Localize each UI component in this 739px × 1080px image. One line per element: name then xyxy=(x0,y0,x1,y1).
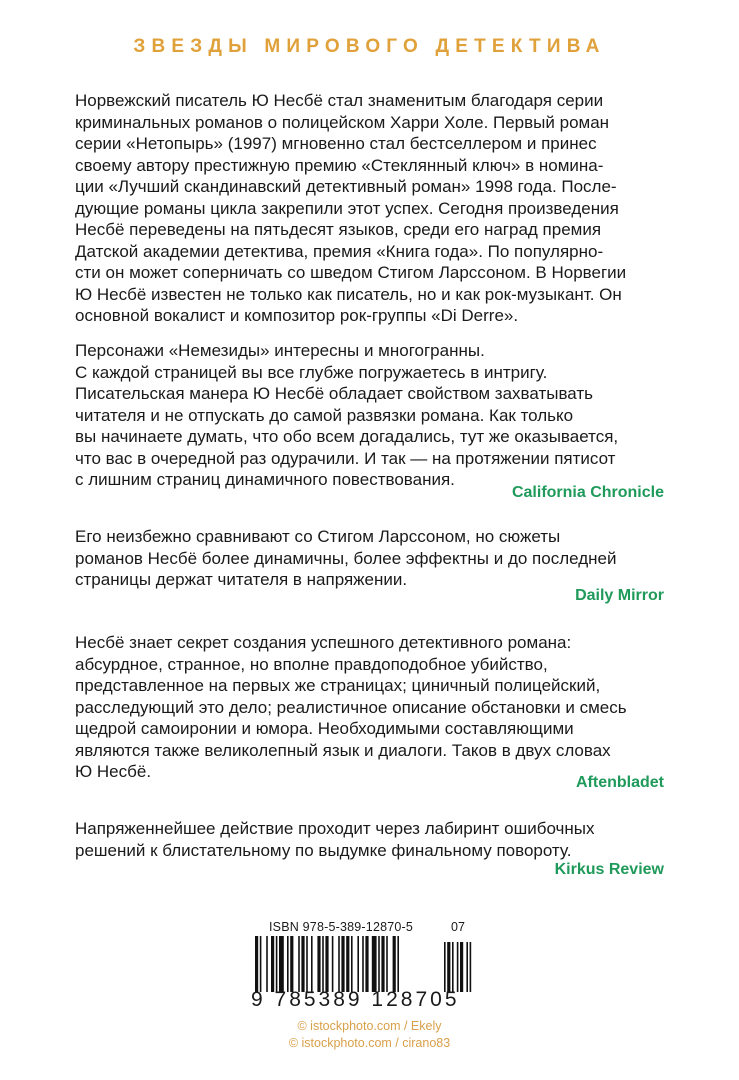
review-source: Daily Mirror xyxy=(575,587,664,604)
text-line: Несбё знает секрет создания успешного детективного романа: xyxy=(75,633,572,652)
review-kirkus xyxy=(75,818,665,861)
barcode-bar xyxy=(338,936,340,992)
barcode-bar xyxy=(260,936,262,992)
text-line: Персонажи «Немезиды» интересны и многогранны. xyxy=(75,341,485,360)
text-line: Ю Несбё известен не только как писатель, но и как рок-музыкант. Он xyxy=(75,284,622,304)
text-line: Его неизбежно сравнивают со Стигом Ларссоном, но сюжеты xyxy=(75,527,561,546)
text-line: читателя и не отпускать до самой развязки романа. Как только xyxy=(75,405,574,425)
barcode-bar xyxy=(266,936,268,992)
isbn-barcode xyxy=(251,918,476,1018)
text-line: Напряженнейшее действие проходит через лабиринт ошибочных xyxy=(75,819,595,838)
barcode-addon-bar xyxy=(466,942,468,992)
barcode-bar xyxy=(362,936,364,992)
text-line: ции «Лучший скандинавский детективный роман» 1998 года. После- xyxy=(75,177,617,196)
ean-digits: 9 785389 128705 xyxy=(251,988,460,1011)
barcode-bar xyxy=(255,936,258,992)
text-line: Норвежский писатель Ю Несбё стал знаменитым благодаря серии xyxy=(75,91,604,110)
barcode-bar xyxy=(279,936,284,992)
barcode-bar xyxy=(341,936,344,992)
barcode-bar xyxy=(365,936,368,992)
photo-credits xyxy=(0,1018,739,1052)
text-line: основной вокалист и композитор рок-группы «Di Derre». xyxy=(75,306,519,325)
isbn-number: ISBN 978-5-389-12870-5 xyxy=(269,920,414,934)
barcode-bar xyxy=(317,936,320,992)
barcode-addon: 07 xyxy=(451,920,465,934)
barcode-addon-bar xyxy=(444,942,446,992)
barcode-bar xyxy=(290,936,293,992)
barcode-bar xyxy=(397,936,399,992)
review-daily-mirror xyxy=(75,526,665,591)
text-line: серии «Нетопырь» (1997) мгновенно стал бестселлером и принес xyxy=(75,134,597,153)
credit-line: © istockphoto.com / Ekely xyxy=(297,1019,442,1033)
text-line: Несбё переведены на пятьдесят языков, среди его наград премия xyxy=(75,220,602,239)
barcode-addon-bar xyxy=(447,942,450,992)
barcode-bar xyxy=(351,936,353,992)
barcode-bar xyxy=(325,936,328,992)
review-source: Aftenbladet xyxy=(576,774,664,791)
barcode-bar xyxy=(276,936,278,992)
barcode-bars xyxy=(251,936,476,992)
text-line: романов Несбё более динамичны, более эффектны и до последней xyxy=(75,548,617,568)
barcode-bar xyxy=(298,936,300,992)
text-line: Писательская манера Ю Несбё обладает свойством захватывать xyxy=(75,384,594,403)
text-line: щедрой самоиронии и юмора. Необходимыми составляющими xyxy=(75,719,574,738)
barcode-addon-bar xyxy=(460,942,463,992)
text-line: Датской академии детектива, премия «Книга года». По популярно- xyxy=(75,241,604,261)
review-aftenbladet xyxy=(75,632,665,783)
text-line: сти он может соперничать со шведом Стигом Ларссоном. В Норвегии xyxy=(75,263,627,282)
text-line: вы начинаете думать, что обо всем догадались, тут же оказывается, xyxy=(75,427,619,446)
barcode-addon-bar xyxy=(470,942,472,992)
text-line: расследующий это дело; реалистичное описание обстановки и смесь xyxy=(75,697,627,717)
text-line: страницы держат читателя в напряжении. xyxy=(75,570,408,589)
barcode-bar xyxy=(322,936,324,992)
text-line: являются также великолепный язык и диалоги. Таков в двух словах xyxy=(75,740,611,760)
text-line: с лишним страниц динамичного повествования. xyxy=(75,470,455,489)
barcode-bar xyxy=(378,936,380,992)
text-line: решений к блистательному по выдумке финальному повороту. xyxy=(75,840,572,860)
review-source: California Chronicle xyxy=(511,484,664,501)
review-california-chronicle xyxy=(75,340,665,491)
barcode-bar xyxy=(346,936,349,992)
credit-line: © istockphoto.com / cirano83 xyxy=(288,1036,451,1050)
text-line: дующие романы цикла закрепили этот успех. Сегодня произведения xyxy=(75,198,619,218)
author-bio xyxy=(75,90,665,327)
barcode-bar xyxy=(271,936,274,992)
text-line: что вас в очередной раз одурачили. И так — на протяжении пятисот xyxy=(75,448,616,468)
barcode-bar xyxy=(311,936,313,992)
text-line: криминальных романов о полицейском Харри Холе. Первый роман xyxy=(75,112,610,132)
barcode-addon-bar xyxy=(452,942,454,992)
text-line: С каждой страницей вы все глубже погружаетесь в интригу. xyxy=(75,362,548,382)
review-source: Kirkus Review xyxy=(554,861,664,878)
barcode-bar xyxy=(381,936,384,992)
text-line: представленное на первых же страницах; циничный полицейский, xyxy=(75,676,601,695)
barcode-bar xyxy=(332,936,334,992)
text-line: своему автору престижную премию «Стеклянный ключ» в номина- xyxy=(75,155,604,175)
barcode-bar xyxy=(287,936,289,992)
barcode-addon-bar xyxy=(457,942,459,992)
text-line: абсурдное, странное, но вполне правдоподобное убийство, xyxy=(75,654,548,674)
barcode-bar xyxy=(393,936,396,992)
barcode-bar xyxy=(372,936,377,992)
barcode-bar xyxy=(386,936,388,992)
barcode-bar xyxy=(357,936,359,992)
barcode-bar xyxy=(306,936,308,992)
text-line: Ю Несбё. xyxy=(75,762,152,781)
barcode-bar xyxy=(301,936,304,992)
series-title: ЗВЕЗДЫ МИРОВОГО ДЕТЕКТИВА xyxy=(133,36,606,57)
